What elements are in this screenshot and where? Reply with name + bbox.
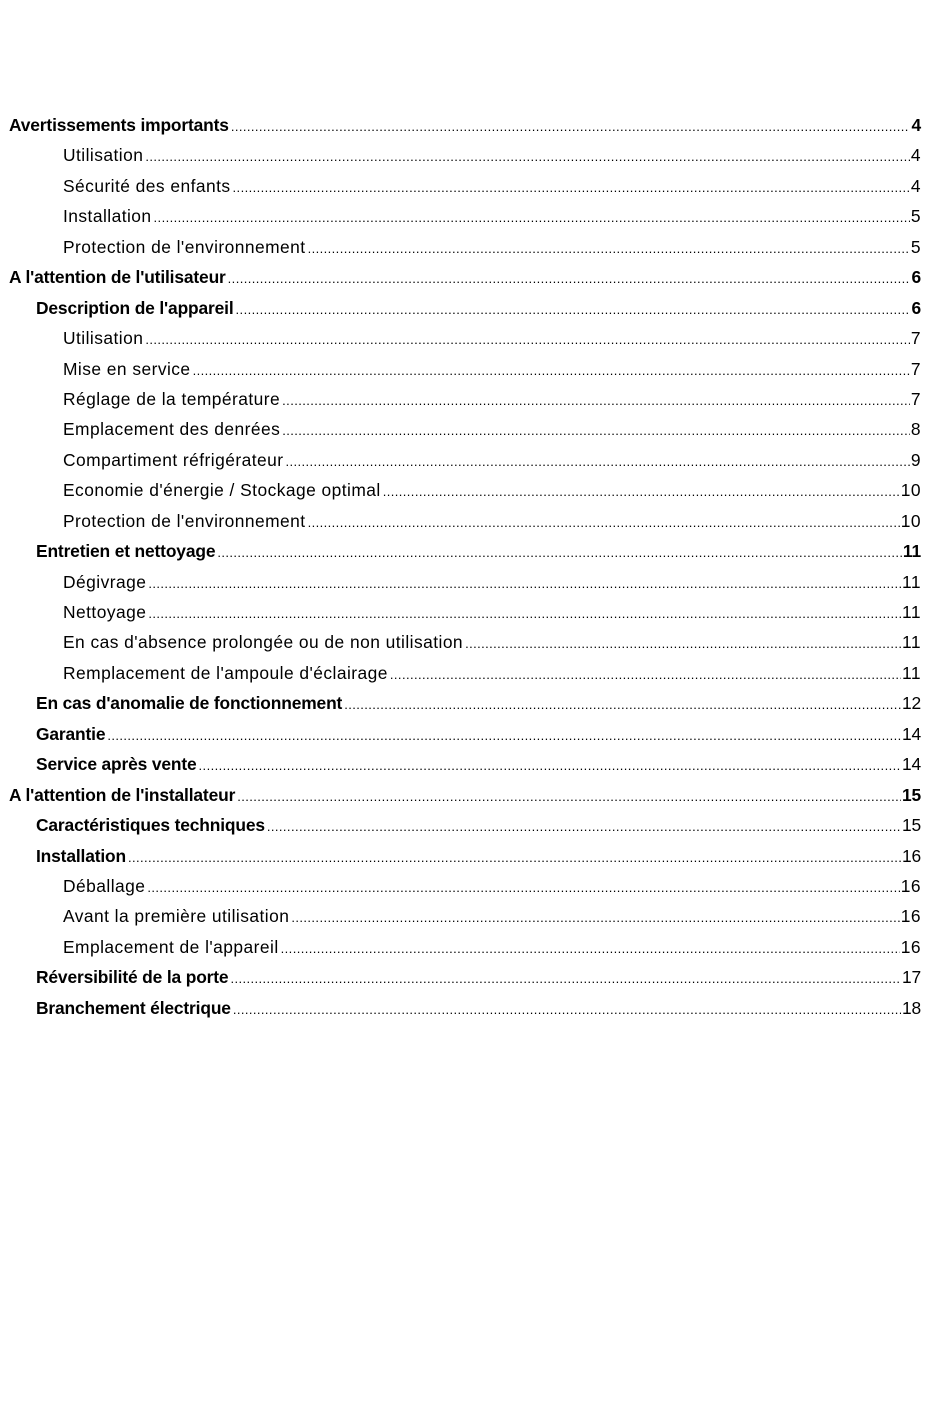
toc-dot-leader [193, 356, 910, 386]
toc-entry[interactable] [9, 597, 921, 627]
toc-entry-title: Avant la première utilisation [63, 906, 290, 927]
toc-entry-title: Installation [63, 206, 152, 227]
toc-entry-title: Mise en service [63, 358, 191, 379]
toc-entry-page: 4 [910, 145, 921, 166]
toc-entry-page: 16 [900, 875, 921, 896]
toc-entry-page: 8 [910, 419, 921, 440]
toc-dot-leader [285, 447, 909, 477]
toc-dot-leader [147, 873, 899, 903]
toc-entry-page: 14 [901, 754, 921, 775]
toc-entry-title: Avertissements importants [9, 115, 229, 135]
toc-entry[interactable] [9, 780, 921, 810]
toc-entry-page: 17 [901, 967, 921, 988]
toc-dot-leader [390, 660, 901, 690]
toc-entry-page: 11 [902, 602, 921, 622]
toc-dot-leader [128, 843, 901, 873]
toc-entry-page: 18 [901, 997, 921, 1018]
toc-entry[interactable] [9, 232, 921, 262]
toc-entry-page: 14 [901, 723, 921, 744]
toc-entry-title: Protection de l'environnement [63, 510, 306, 531]
table-of-contents [9, 110, 921, 1023]
toc-entry-page: 7 [910, 328, 921, 349]
toc-dot-leader [308, 508, 900, 538]
toc-entry[interactable] [9, 140, 921, 170]
toc-entry-title: Nettoyage [63, 602, 147, 622]
toc-entry[interactable] [9, 293, 921, 323]
toc-entry-title: Sécurité des enfants [63, 175, 231, 196]
toc-entry-page: 11 [902, 662, 921, 683]
toc-entry[interactable] [9, 201, 921, 231]
toc-dot-leader [148, 599, 901, 629]
toc-entry-title: Protection de l'environnement [63, 236, 306, 257]
toc-entry-page: 10 [900, 510, 921, 531]
toc-dot-leader [308, 234, 910, 264]
toc-entry-title: Utilisation [63, 328, 144, 349]
toc-entry-page: 6 [911, 297, 921, 318]
toc-entry[interactable] [9, 110, 921, 140]
toc-entry-page: 9 [910, 449, 921, 470]
toc-dot-leader [267, 812, 901, 842]
toc-entry[interactable] [9, 871, 921, 901]
toc-dot-leader [199, 751, 901, 781]
toc-entry[interactable] [9, 658, 921, 688]
toc-entry-title: Emplacement des denrées [63, 419, 281, 440]
toc-entry-page: 7 [910, 358, 921, 379]
toc-entry[interactable] [9, 688, 921, 718]
toc-dot-leader [148, 569, 901, 599]
toc-dot-leader [107, 721, 901, 751]
toc-entry-page: 15 [901, 784, 921, 805]
toc-entry-page: 16 [900, 906, 921, 927]
toc-entry-title: Remplacement de l'ampoule d'éclairage [63, 662, 388, 683]
toc-entry-page: 11 [902, 632, 921, 653]
toc-entry[interactable] [9, 810, 921, 840]
toc-entry[interactable] [9, 749, 921, 779]
toc-entry-page: 11 [902, 541, 921, 562]
toc-entry-title: Dégivrage [63, 571, 147, 592]
toc-entry-title: Caractéristiques techniques [36, 815, 265, 836]
toc-entry[interactable] [9, 536, 921, 566]
toc-entry-page: 5 [910, 206, 921, 227]
toc-dot-leader [231, 112, 911, 142]
toc-entry-title: Réversibilité de la porte [36, 967, 229, 988]
toc-dot-leader [233, 173, 910, 203]
toc-dot-leader [230, 964, 901, 994]
toc-dot-leader [228, 264, 911, 294]
toc-entry[interactable] [9, 901, 921, 931]
toc-entry-page: 15 [901, 815, 921, 836]
toc-entry[interactable] [9, 627, 921, 657]
toc-entry-title: Réglage de la température [63, 388, 281, 409]
toc-entry[interactable] [9, 262, 921, 292]
toc-entry[interactable] [9, 323, 921, 353]
toc-entry-title: Entretien et nettoyage [36, 541, 216, 562]
toc-entry-title: Branchement électrique [36, 997, 231, 1018]
toc-entry-page: 11 [902, 571, 921, 592]
toc-entry-title: Economie d'énergie / Stockage optimal [63, 480, 381, 501]
toc-dot-leader [291, 903, 899, 933]
toc-dot-leader [233, 995, 901, 1025]
toc-dot-leader [154, 203, 910, 233]
toc-entry-page: 4 [910, 175, 921, 196]
toc-entry[interactable] [9, 962, 921, 992]
toc-entry[interactable] [9, 932, 921, 962]
toc-dot-leader [282, 416, 910, 446]
toc-entry[interactable] [9, 445, 921, 475]
toc-dot-leader [344, 690, 901, 720]
toc-entry[interactable] [9, 414, 921, 444]
toc-entry-page: 16 [900, 936, 921, 957]
toc-dot-leader [217, 538, 902, 568]
toc-entry-title: Description de l'appareil [36, 297, 234, 318]
toc-entry[interactable] [9, 475, 921, 505]
toc-entry[interactable] [9, 841, 921, 871]
toc-entry-title: Installation [36, 845, 126, 866]
toc-entry-title: Utilisation [63, 145, 144, 166]
toc-dot-leader [145, 142, 910, 172]
toc-entry-page: 7 [910, 388, 921, 409]
toc-dot-leader [383, 477, 900, 507]
toc-dot-leader [281, 934, 900, 964]
toc-dot-leader [145, 325, 910, 355]
toc-entry-title: En cas d'absence prolongée ou de non utilisation [63, 632, 464, 653]
toc-entry-title: A l'attention de l'utilisateur [9, 267, 226, 288]
toc-entry-title: En cas d'anomalie de fonctionnement [36, 693, 343, 714]
toc-entry[interactable] [9, 993, 921, 1023]
toc-dot-leader [237, 782, 901, 812]
toc-entry-page: 10 [900, 480, 921, 501]
toc-entry-title: Emplacement de l'appareil [63, 936, 279, 957]
toc-dot-leader [236, 295, 911, 325]
toc-entry[interactable] [9, 567, 921, 597]
toc-entry-page: 12 [901, 693, 921, 714]
toc-entry-title: Garantie [36, 723, 106, 744]
toc-entry[interactable] [9, 171, 921, 201]
toc-entry-title: Déballage [63, 875, 146, 896]
toc-entry-title: Compartiment réfrigérateur [63, 449, 284, 470]
toc-dot-leader [282, 386, 910, 416]
toc-entry-title: A l'attention de l'installateur [9, 784, 236, 805]
toc-entry[interactable] [9, 719, 921, 749]
toc-entry-title: Service après vente [36, 754, 197, 775]
toc-entry-page: 4 [911, 115, 921, 135]
toc-entry[interactable] [9, 354, 921, 384]
toc-entry-page: 6 [911, 267, 921, 288]
toc-entry-page: 5 [910, 236, 921, 257]
toc-entry[interactable] [9, 506, 921, 536]
toc-dot-leader [465, 629, 901, 659]
toc-entry-page: 16 [901, 845, 921, 866]
toc-entry[interactable] [9, 384, 921, 414]
